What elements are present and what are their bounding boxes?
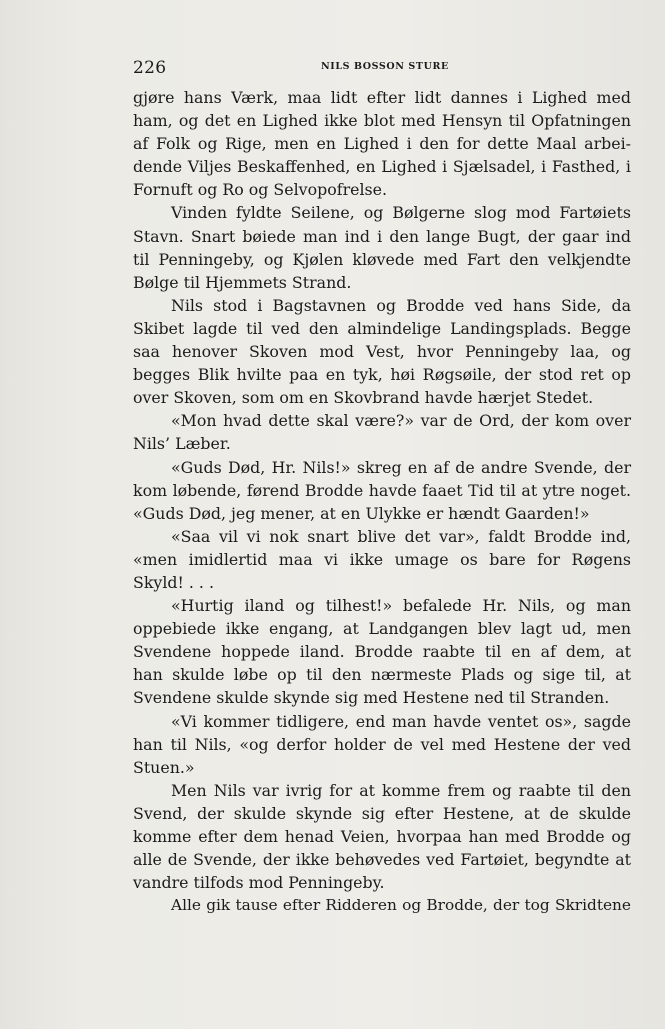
text-line: Fornuft og Ro og Selvopofrelse. [133, 180, 387, 200]
text-line: «Mon hvad dette skal være?» var de Ord, der kom over [171, 411, 631, 431]
text-line: Skyld! . . . [133, 572, 214, 592]
text-line: Men Nils var ivrig for at komme frem og raabte til den [171, 780, 631, 800]
text-line: «Guds Død, jeg mener, at en Ulykke er hændt Gaarden!» [133, 503, 590, 523]
text-line: kom løbende, førend Brodde havde faaet Tid til at ytre noget. [133, 480, 631, 500]
text-line: Svendene hoppede iland. Brodde raabte til en af dem, at [133, 642, 631, 662]
text-line: Vinden fyldte Seilene, og Bølgerne slog mod Fartøiets [171, 203, 631, 223]
text-line: komme efter dem henad Veien, hvorpaa han med Brodde og [133, 827, 631, 846]
text-line: gjøre hans Værk, maa lidt efter lidt dannes i Lighed med [133, 88, 631, 107]
text-line: alle de Svende, der ikke behøvedes ved Fartøiet, begyndte at [133, 850, 631, 870]
text-line: «men imidlertid maa vi ikke umage os bare for Røgens [133, 549, 631, 569]
text-line: Stuen.» [133, 757, 195, 777]
text-line: «Guds Død, Hr. Nils!» skreg en af de andre Svende, der [171, 457, 631, 477]
text-line: Svendene skulde skynde sig med Hestene ned til Stranden. [133, 688, 610, 708]
text-line: Alle gik tause efter Ridderen og Brodde, der tog Skridtene [171, 896, 631, 915]
page-number: 226 [133, 58, 167, 78]
text-line: Nils stod i Bagstavnen og Brodde ved hans Side, da [171, 295, 631, 315]
text-line: af Folk og Rige, men en Lighed i den for dette Maal arbei- [133, 134, 631, 154]
text-line: han skulde løbe op til den nærmeste Plads og sige til, at [133, 665, 631, 685]
text-line: oppebiede ikke engang, at Landgangen blev lagt ud, men [133, 619, 631, 639]
text-line: over Skoven, som om en Skovbrand havde hærjet Stedet. [133, 388, 594, 408]
text-line: Svend, der skulde skynde sig efter Hestene, at de skulde [133, 803, 631, 823]
text-line: vandre tilfods mod Penningeby. [133, 873, 385, 893]
running-head: NILS BOSSON STURE [321, 61, 449, 72]
text-line: begges Blik hvilte paa en tyk, høi Røgsøile, der stod ret op [133, 365, 631, 385]
body-text [133, 86, 631, 917]
text-line: saa henover Skoven mod Vest, hvor Penningeby laa, og [133, 342, 631, 362]
text-line: Bølge til Hjemmets Strand. [133, 272, 352, 292]
text-line: til Penningeby, og Kjølen kløvede med Fart den velkjendte [133, 249, 631, 269]
text-line: «Vi kommer tidligere, end man havde ventet os», sagde [171, 711, 631, 731]
text-line: Skibet lagde til ved den almindelige Landingsplads. Begge [133, 318, 631, 338]
text-line: Stavn. Snart bøiede man ind i den lange Bugt, der gaar ind [133, 226, 631, 246]
text-line: «Hurtig iland og tilhest!» befalede Hr. Nils, og man [171, 596, 631, 616]
text-line: Nils’ Læber. [133, 434, 231, 454]
text-line: «Saa vil vi nok snart blive det var», faldt Brodde ind, [171, 526, 631, 546]
text-line: dende Viljes Beskaffenhed, en Lighed i Sjælsadel, i Fasthed, i [133, 157, 631, 177]
text-line: han til Nils, «og derfor holder de vel med Hestene der ved [133, 734, 631, 754]
text-line: ham, og det en Lighed ikke blot med Hensyn til Opfatningen [133, 111, 631, 131]
